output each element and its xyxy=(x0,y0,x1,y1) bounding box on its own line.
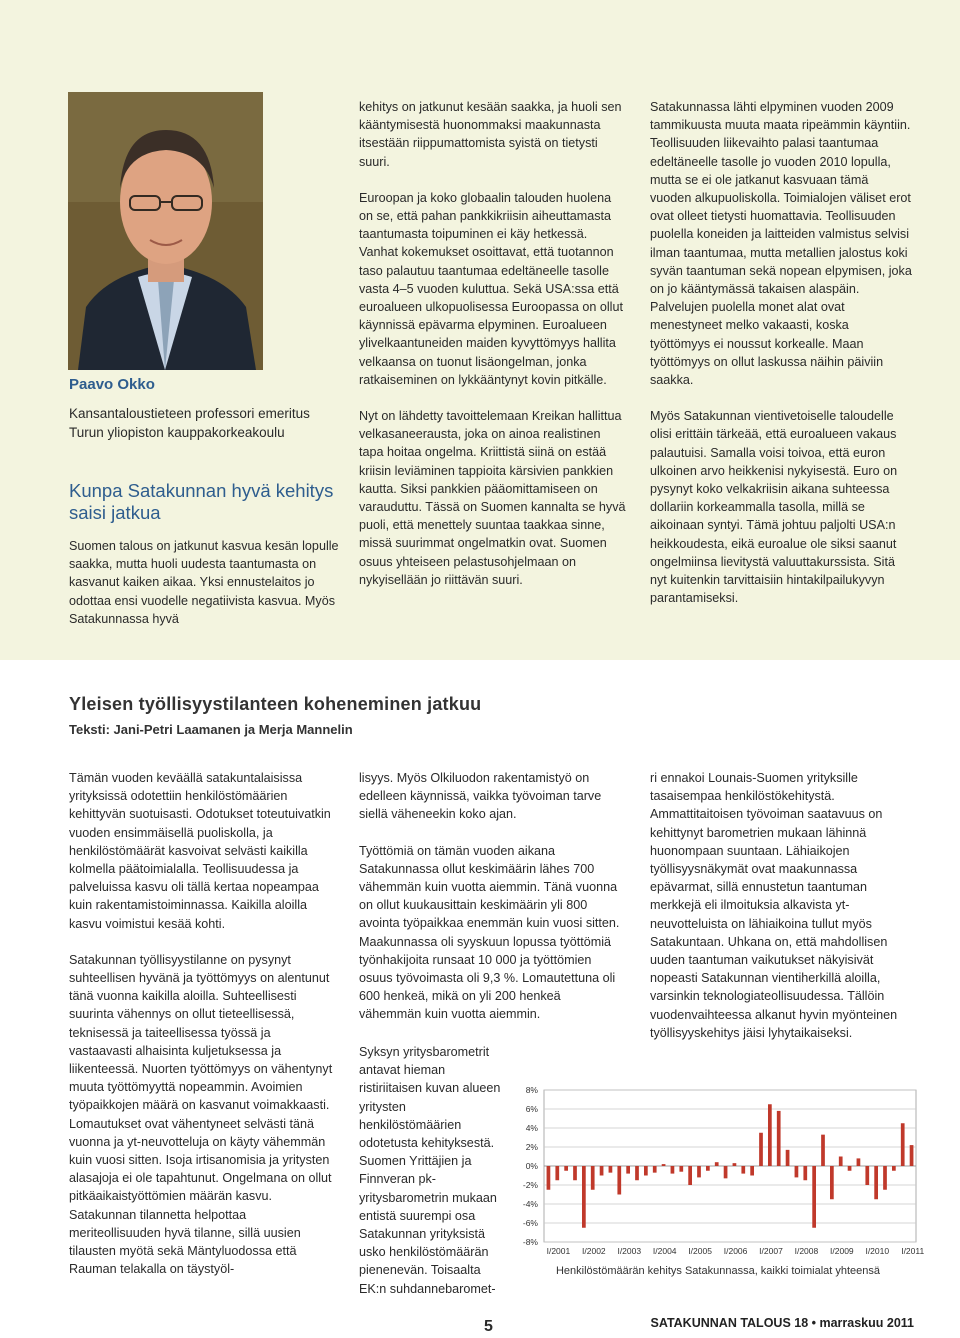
column-text-c xyxy=(650,98,912,607)
chart-bar xyxy=(724,1166,728,1178)
employment-bar-chart xyxy=(508,1062,928,1282)
chart-bar xyxy=(573,1166,577,1180)
chart-bar xyxy=(564,1166,568,1171)
chart-y-tick-label: -2% xyxy=(522,1180,538,1190)
paragraph: Syksyn yritysbarometrit antavat hieman ristiriitaisen kuvan alueen yritysten henkilöstömäärien odotetusta kehityksestä. Suomen Yrittäjien ja Finnveran pk-yritysbarometrin mukaan entistä suurempi osa Satakunnan yrityksistä usko henkilöstömäärän pienenevän. Toisaalta EK:n suhdannebaromet- xyxy=(359,1045,501,1296)
paragraph: Työttömiä on tämän vuoden aikana Satakunnassa ollut keskimäärin lähes 700 vähemmän kuin vuotta aiemmin. Tänä vuonna on ollut kuukausittain keskimäärin yli 800 avointa työpaikkaa enemmän kuin vuosi sitten. Maakunnassa oli syyskuun lopussa työttömiä työnhakijoita runsaat 10 000 ja työttömien osuus työvoimasta oli 9,3 %. Lomautettuna oli 600 henkeä, mikä on yli 200 henkeä vähemmän kuin vuotta aiemmin. xyxy=(359,843,620,1022)
chart-bar xyxy=(688,1166,692,1185)
chart-x-tick-label: I/2006 xyxy=(723,1246,748,1256)
chart-bar xyxy=(733,1163,737,1166)
chart-x-tick-label: I/2011 xyxy=(901,1246,925,1256)
chart-bar xyxy=(786,1150,790,1166)
chart-bar xyxy=(706,1166,710,1171)
chart-bar xyxy=(741,1166,745,1174)
article-column-1 xyxy=(69,769,333,1278)
paragraph: kehitys on jatkunut kesään saakka, ja huoli sen kääntymisestä huonommaksi maakunnasta itsestään riippumattomista syistä on tietysti suuri. xyxy=(359,100,622,169)
chart-x-tick-label: I/2001 xyxy=(546,1246,571,1256)
paragraph: Suomen talous on jatkunut kasvua kesän lopulle saakka, mutta huoli uudesta taantumasta on kasvanut kaiken aikaa. Yksi ennustelaitos jo odottaa ensi vuodelle negatiivista kasvua. Myös Satakunnassa hyvä xyxy=(69,539,339,626)
chart-bar xyxy=(830,1166,834,1199)
chart-bar xyxy=(803,1166,807,1180)
chart-bar xyxy=(679,1166,683,1172)
page-number: 5 xyxy=(484,1318,493,1335)
chart-x-tick-label: I/2004 xyxy=(652,1246,677,1256)
paragraph: Satakunnassa lähti elpyminen vuoden 2009 tammikuusta muuta maata ripeämmin käyntiin. Teollisuuden liikevaihto palasi taantumaa edeltäneelle tasolle jo vuoden 2010 lopulla, mutta se ei ole jatkanut kasvuaan tämä vuoden alkupuoliskolla. Toimialojen väliset erot ovat olleet tietysti huomattavia. Teollisuuden puolella koneiden ja laitteiden valmistus selvisi ilman taantumaa, mutta metallien jalostus koki syvän taantuman sekä nopean elpymisen, joka on jo kääntymässä takaisen alaspäin. Palvelujen puolella monet alat ovat menestyneet melko vakaasti, koska työttömyys ei noussut korkealle. Maan työttömyys on ollut laskussa näihin päiviin saakka. xyxy=(650,100,912,388)
paragraph: Tämän vuoden keväällä satakuntalaisissa yrityksissä odotettiin henkilöstömäärien kehittyvän suotuisasti. Odotukset toteutuivatkin vuoden ensimmäisellä puoliskolla, ja henkilöstömäärät kasvoivat selvästi kaikilla kolmella päätoimialalla. Teollisuudessa ja palveluissa kasvu oli tällä kertaa nopeampaa kuin rakentamistoiminnassa. Kaikilla aloilla kasvu voimistui kesää kohti. xyxy=(69,771,331,931)
paragraph: ri ennakoi Lounais-Suomen yrityksille tasaisempaa henkilöstökehitystä. Ammattitaitoisen työvoiman saatavuus on kehittynyt barometrien mukaan lähinnä huonompaan suuntaan. Lähiaikojen työllisyysnäkymät ovat maakunnassa epävarmat, sillä ennustetun taantuman merkkejä eli ilmoituksia alkavista yt-neuvotteluista on lähiaikoina tullut myös Satakuntaan. Uhkana on, että mahdollisen uuden taantuman vaikutukset näkyisivät nopeasti Satakunnan vientiherkillä aloilla, varsinkin teknologiateollisuudessa. Tällöin vuodenvaihteessa alkanut hyvin myönteinen työllisyyskehitys jäisi lyhytaikaiseksi. xyxy=(650,771,898,1040)
publication-footer: SATAKUNNAN TALOUS 18 • marraskuu 2011 xyxy=(650,1316,914,1330)
chart-bar xyxy=(865,1166,869,1185)
chart-bar xyxy=(768,1104,772,1166)
article-byline: Teksti: Jani-Petri Laamanen ja Merja Mannelin xyxy=(69,722,353,737)
paragraph: Euroopan ja koko globaalin talouden huolena on se, että pahan pankkikriisin aiheuttamasta taantumasta toipuminen ei käy hetkessä. Vanhat kokemukset osoittavat, että tuotannon taso palautuu taantumaa edeltäneelle tasolle vasta 4–5 vuoden kuluttua. Sekä USA:ssa että euroalueen ulkopuolisessa Euroopassa on ollut käynnissä epävarma elpyminen. Euroalueen ylivelkaantuneiden maiden kyvyttömyys hallita velkaansa on tuonut lisäongelman, jonka ratkaiseminen on lykkääntynyt kovin pitkälle. xyxy=(359,190,623,387)
chart-bar xyxy=(653,1166,657,1173)
paragraph: lisyys. Myös Olkiluodon rakentamistyö on edelleen käynnissä, vaikka työvoiman tarve siellä väheneekin koko ajan. xyxy=(359,771,602,822)
chart-bar xyxy=(777,1111,781,1166)
column-headline: Kunpa Satakunnan hyvä kehitys saisi jatkua xyxy=(69,480,334,523)
chart-bar xyxy=(812,1166,816,1228)
chart-bar xyxy=(901,1123,905,1166)
chart-bar xyxy=(892,1166,896,1171)
chart-x-tick-label: I/2007 xyxy=(759,1246,783,1256)
chart-y-tick-label: 0% xyxy=(525,1161,538,1171)
chart-x-tick-label: I/2010 xyxy=(865,1246,890,1256)
chart-bar xyxy=(626,1166,630,1174)
paragraph: Myös Satakunnan vientivetoiselle taloudelle olisi erittäin tärkeää, että euroalueen vakaus palautuisi. Samalla voisi toivoa, että euron ulkoinen arvo heikkenisi nykyisestä. Euro on pysynyt koko velkakriisin aikana suhteessa dollariin korkeammalla tasolla, millä se aikoinaan syntyi. Tämä johtuu paljolti USA:n heikkoudesta, eikä euroalue ole siksi saanut ongelmiinsa lievitystä valuuttakurssista. Sitä nyt kuitenkin tarvittaisiin hintakilpailukyvyn parantamiseksi. xyxy=(650,409,898,606)
chart-bar xyxy=(600,1166,604,1176)
chart-bar xyxy=(609,1166,613,1173)
chart-bar xyxy=(848,1166,852,1171)
chart-x-tick-label: I/2005 xyxy=(688,1246,712,1256)
chart-bar xyxy=(910,1145,914,1166)
chart-bar xyxy=(547,1166,551,1190)
chart-x-tick-label: I/2008 xyxy=(794,1246,819,1256)
chart-bar xyxy=(671,1166,675,1174)
chart-y-tick-label: 6% xyxy=(525,1104,538,1114)
article-column-2-lower xyxy=(359,1043,505,1298)
paragraph: Nyt on lähdetty tavoittelemaan Kreikan hallittua velkasaneerausta, joka on ainoa realistinen tapa hoitaa ongelma. Kriittistä siinä on estää kriisin leviäminen tappioita kärsivien pankkien kautta. Siksi pankkien pääomittamiseen on varauduttu. Tässä on Suomen kannalta se hyvä puoli, että menettely suuntaa taakkaa sinne, missä suurimmat ongelmatkin ovat. Suomen osuus yhteiseen pelastusohjelmaan on nykyisellään jo riittävän suuri. xyxy=(359,409,626,587)
chart-y-tick-label: 2% xyxy=(525,1142,538,1152)
chart-bar xyxy=(635,1166,639,1180)
chart-x-tick-label: I/2009 xyxy=(830,1246,854,1256)
chart-y-tick-label: -8% xyxy=(522,1237,538,1247)
chart-y-tick-label: -4% xyxy=(522,1199,538,1209)
chart-bar xyxy=(759,1133,763,1166)
chart-bar xyxy=(662,1164,666,1166)
column-text-a xyxy=(69,537,339,628)
chart-bar xyxy=(591,1166,595,1190)
chart-caption: Henkilöstömäärän kehitys Satakunnassa, kaikki toimialat yhteensä xyxy=(555,1265,881,1277)
chart-bar xyxy=(697,1166,701,1177)
chart-x-tick-label: I/2002 xyxy=(582,1246,606,1256)
article-title: Yleisen työllisyystilanteen koheneminen jatkuu xyxy=(69,694,482,714)
article-column-2 xyxy=(359,769,625,1024)
chart-bar xyxy=(750,1166,754,1176)
person-role: Kansantaloustieteen professori emeritus Turun yliopiston kauppakorkeakoulu xyxy=(69,406,310,440)
chart-bar xyxy=(715,1162,719,1166)
person-name: Paavo Okko xyxy=(69,376,155,393)
chart-bar xyxy=(617,1166,621,1195)
column-text-b xyxy=(359,98,627,589)
chart-bar xyxy=(857,1158,861,1166)
article-column-3 xyxy=(650,769,914,1042)
chart-x-tick-label: I/2003 xyxy=(617,1246,642,1256)
chart-bar xyxy=(795,1166,799,1177)
chart-bar xyxy=(874,1166,878,1199)
chart-bar xyxy=(883,1166,887,1190)
portrait-photo xyxy=(68,92,263,370)
paragraph: Satakunnan työllisyystilanne on pysynyt suhteellisen hyvänä ja työttömyys on alentunut tänä vuonna kaikilla aloilla. Suhteellisesti suurinta vähennys on ollut tieteellisessä, teknisessä ja taiteellisessa työssä ja vastaavasti alhaisinta kuljetuksessa ja liikenteessä. Nuorten työttömyys on vähentynyt muuta työttömyyttä nopeammin. Avoimien työpaikkojen määrä on kasvanut voimakkaasti. Lomautukset ovat vähentyneet selvästi tänä vuonna ja yt-neuvotteluja on käyty vähemmän kuin vuosi sitten. Isoja irtisanomisia ja yritysten alasajoja ei ole tapahtunut. Ongelmana on ollut pitkäaikaistyöttömien määrän kasvu. Satakunnan tilannetta helpottaa meriteollisuuden hyvä tilanne, sillä uusien tilausten myötä sekä Mäntyluodossa että Rauman telakalla on täystyöl- xyxy=(69,952,333,1277)
chart-bar xyxy=(821,1135,825,1166)
chart-y-tick-label: 4% xyxy=(525,1123,538,1133)
chart-bar xyxy=(555,1166,559,1180)
chart-y-tick-label: -6% xyxy=(522,1218,538,1228)
chart-bar xyxy=(644,1166,648,1176)
chart-y-tick-label: 8% xyxy=(525,1085,538,1095)
chart-bar xyxy=(839,1157,843,1167)
chart-bar xyxy=(582,1166,586,1228)
